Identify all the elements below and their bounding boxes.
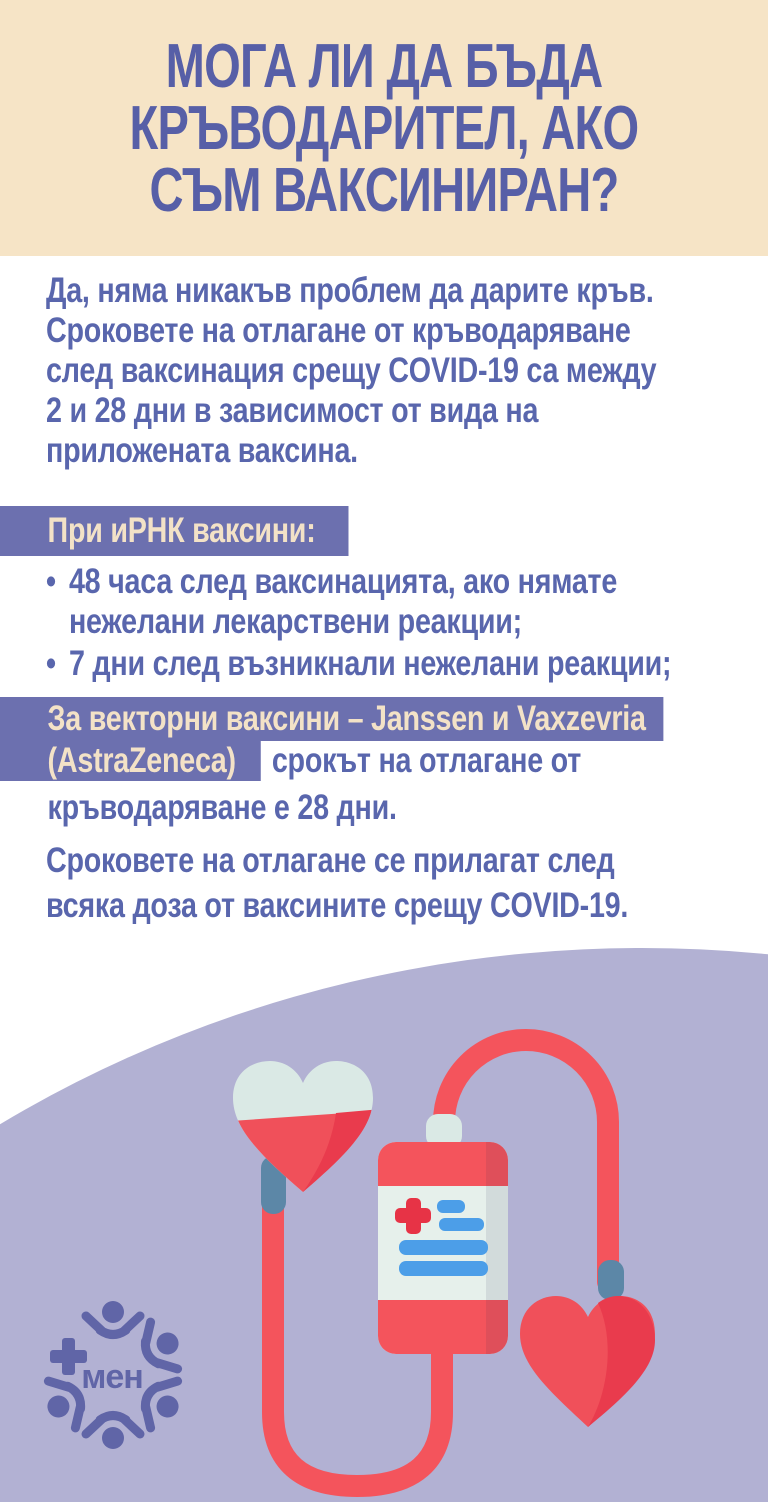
bullet-line: 48 часа след ваксинацията, ако нямате (68, 562, 618, 601)
outro-line: Сроковете на отлагане се прилагат след (46, 841, 615, 880)
highlighted-heading: При иРНК ваксини: (0, 506, 348, 556)
highlighted-heading: За векторни ваксини – Janssen и Vaxzevria (0, 697, 664, 741)
bullet-line: 7 дни след възникнали нежелани реакции; (68, 644, 672, 683)
intro-line: Сроковете на отлагане от кръводаряване (46, 311, 631, 350)
intro-line: след ваксинация срещу COVID-19 са между (46, 351, 657, 390)
bullet-marker: • (46, 644, 56, 683)
page-title-line: КРЪВОДАРИТЕЛ, АКО (129, 94, 639, 163)
vector-heading-line (0, 697, 664, 741)
tube-connector-right (598, 1260, 624, 1300)
bullet-list (46, 562, 768, 684)
intro-line: 2 и 28 дни в зависимост от вида на (46, 391, 539, 430)
bullet-item (46, 644, 671, 684)
intro-paragraph (46, 271, 768, 471)
vector-line: кръводаряване е 28 дни. (47, 788, 397, 827)
bullet-line: нежелани лекарствени реакции; (68, 602, 522, 641)
intro-line: Да, няма никакъв проблем да дарите кръв. (46, 271, 654, 310)
bullet-marker: • (46, 562, 56, 601)
blood-donation-illustration (0, 940, 768, 1502)
bullet-item (46, 562, 671, 642)
blood-bag-icon (378, 1142, 508, 1354)
vector-line-rest: срокът на отлагане от (271, 741, 582, 780)
mrna-section-heading (0, 506, 425, 556)
logo-text: мен (81, 1358, 143, 1396)
highlighted-heading: (AstraZeneca) (0, 741, 260, 781)
page-title (0, 32, 768, 225)
vector-section (0, 697, 768, 828)
vector-heading-line (0, 741, 664, 781)
outro-paragraph (46, 838, 756, 928)
page-title-line: МОГА ЛИ ДА БЪДА (165, 32, 603, 101)
outro-line: всяка доза от ваксините срещу COVID-19. (46, 886, 629, 925)
intro-line: приложената ваксина. (46, 431, 358, 470)
page-title-line: СЪМ ВАКСИНИРАН? (149, 156, 619, 225)
